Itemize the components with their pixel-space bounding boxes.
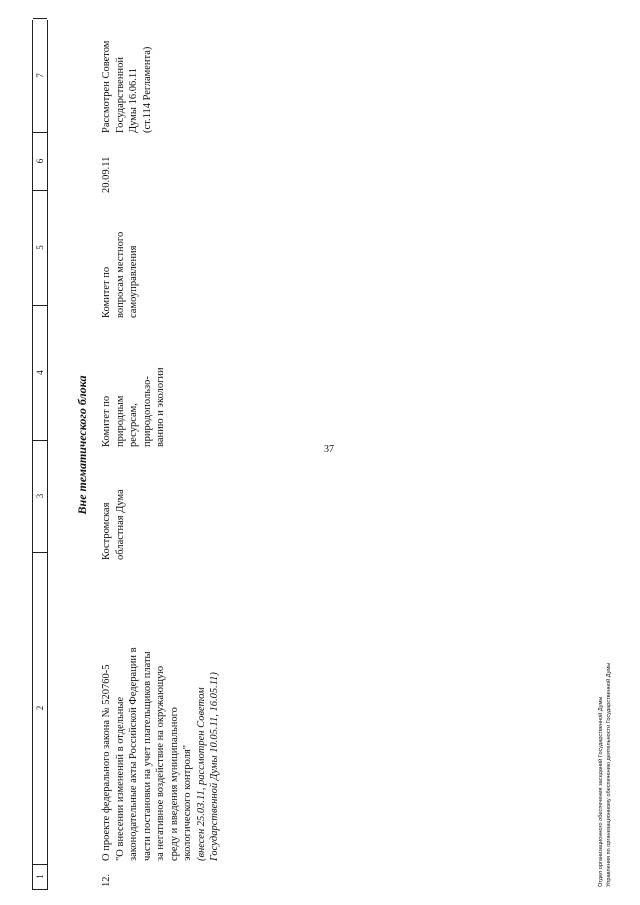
col-header-1: 1	[33, 864, 47, 890]
description-line: среду и введения муниципального	[168, 707, 180, 861]
col-header-5: 5	[33, 190, 47, 306]
responsible-committee	[100, 332, 168, 447]
col-header-2: 2	[33, 552, 47, 865]
status-line: Рассмотрен Советом	[101, 40, 112, 133]
co-executor-line: самоуправления	[128, 245, 139, 318]
col-header-6: 6	[33, 132, 47, 191]
initiator-line: Костромская	[101, 502, 112, 560]
column-number-header	[32, 20, 48, 890]
initiator	[100, 460, 127, 560]
bill-note-line: Государственной Думы 10.05.11, 16.05.11)	[209, 672, 220, 861]
status-line: Государственной	[114, 57, 126, 133]
committee-line: ванию и экологии	[155, 367, 166, 447]
committee-line: ресурсам,	[128, 403, 139, 447]
footer-line: Управления по организационному обеспечению деятельности Государственной Думы	[605, 662, 612, 887]
col-header-3: 3	[33, 440, 47, 553]
description-line: О проекте федерального закона № 520760-5	[101, 664, 112, 861]
bill-note-line: (внесен 25.03.11, рассмотрен Советом	[195, 687, 207, 861]
review-date: 20.09.11	[101, 156, 112, 193]
page-number: 37	[324, 444, 334, 455]
description-line: "О внесении изменений в отдельные	[114, 696, 126, 861]
status-line: (ст.114 Регламента)	[141, 46, 153, 133]
col-header-4: 4	[33, 305, 47, 441]
committee-line: природопользо-	[141, 376, 153, 447]
co-executor-line: Комитет по	[101, 266, 112, 318]
description-line: за негативное воздействие на окружающую	[155, 665, 166, 861]
description-line: законодательные акты Российской Федерации в	[128, 647, 139, 861]
co-executor-committee	[100, 178, 141, 318]
section-title: Вне тематического блока	[75, 375, 89, 515]
bill-description	[100, 561, 222, 861]
status-line: Думы 16.06.11	[128, 68, 139, 133]
footer-department	[598, 663, 613, 887]
initiator-line: областная Дума	[114, 489, 126, 560]
footer-line: Отдел организационного обеспечения заседаний Государственной Думы	[598, 696, 604, 887]
review-status	[100, 18, 154, 133]
col-header-7: 7	[33, 18, 47, 133]
committee-line: природным	[114, 395, 126, 447]
description-line: части постановки на учет плательщиков платы	[141, 651, 153, 861]
co-executor-line: вопросам местного	[114, 231, 126, 318]
description-line: экологического контроля"	[182, 744, 193, 861]
row-number: 12.	[101, 873, 112, 887]
committee-line: Комитет по	[101, 395, 112, 447]
